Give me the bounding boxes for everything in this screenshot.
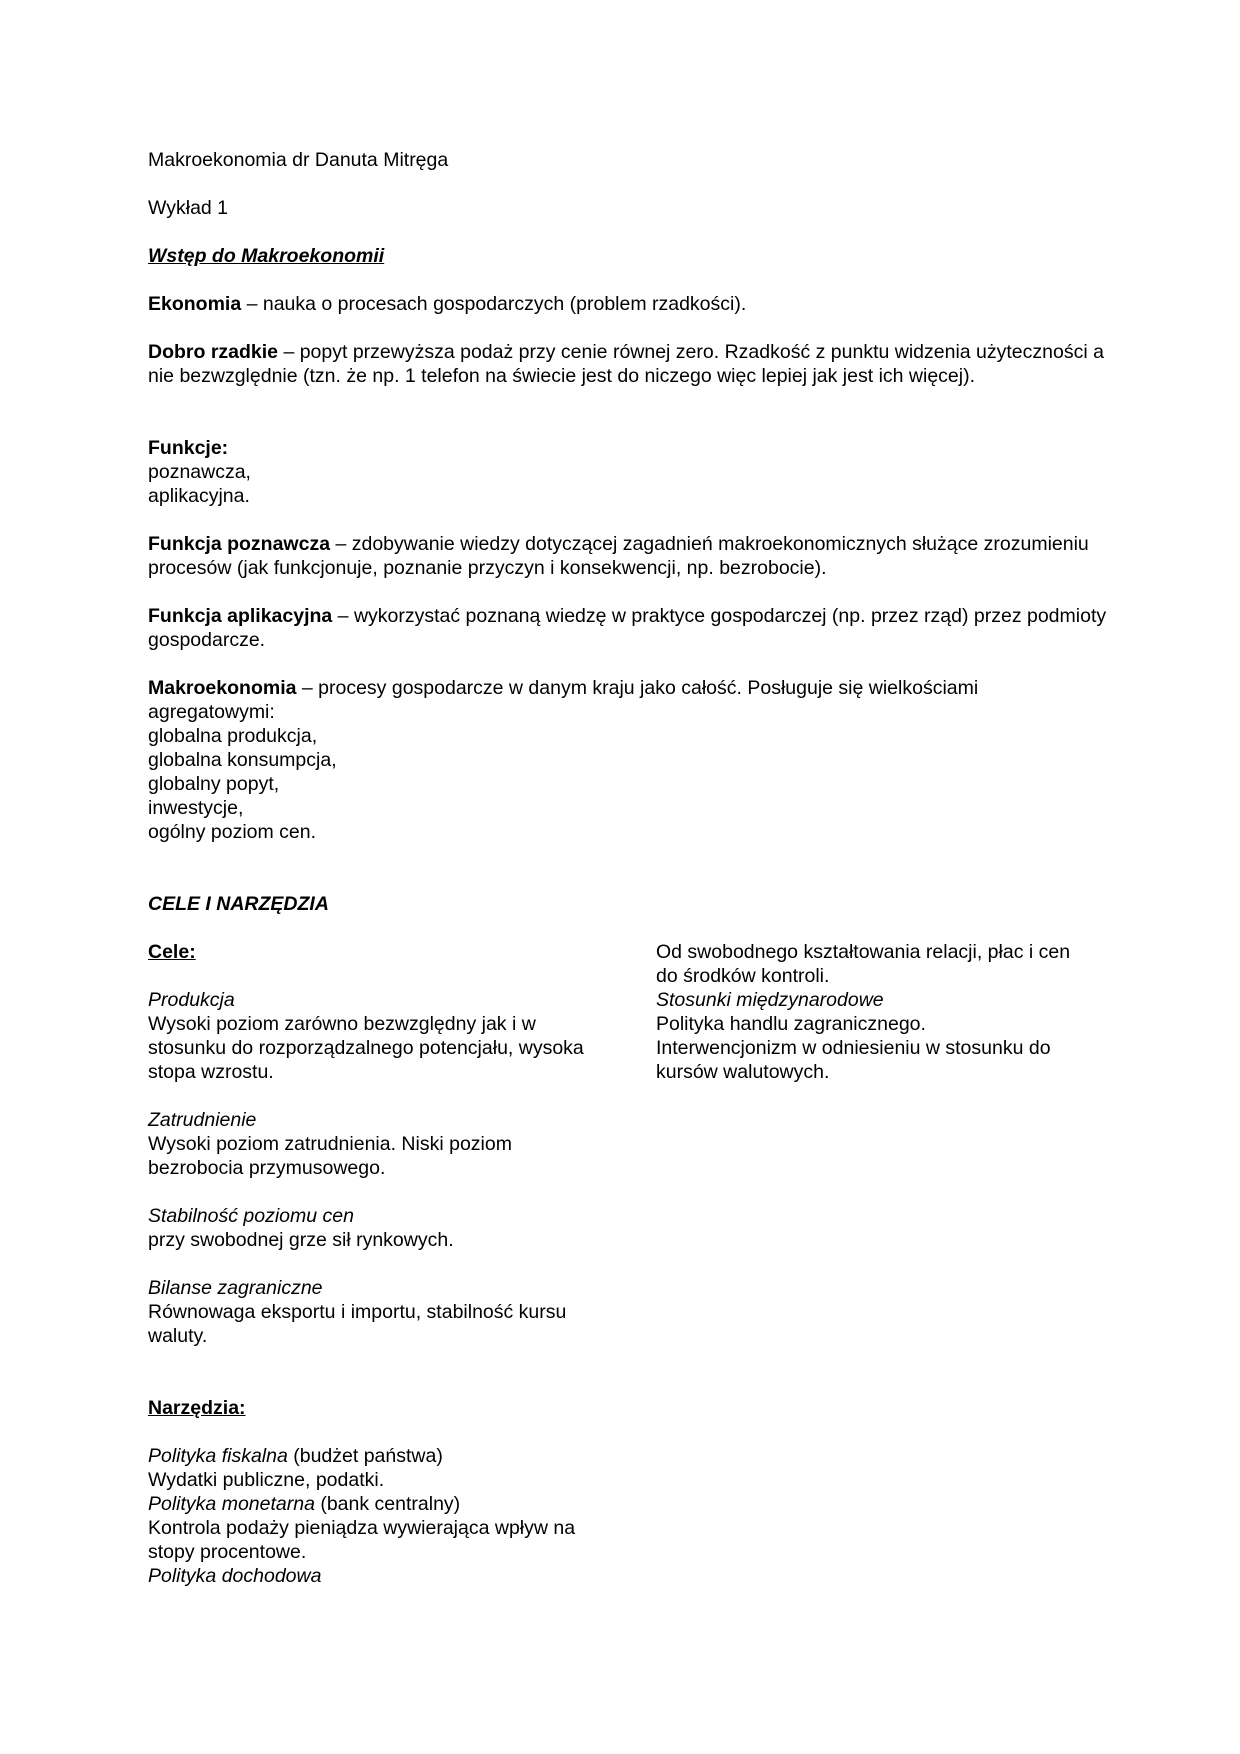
bilanse-text: Równowaga eksportu i importu, stabilność kursu waluty.	[148, 1301, 567, 1347]
definition-dobro-rzadkie	[148, 340, 1108, 388]
list-item: poznawcza,	[148, 461, 251, 483]
definition-funkcja-poznawcza	[148, 532, 1108, 580]
zatrudnienie-heading: Zatrudnienie	[148, 1109, 257, 1131]
section-title: Wstęp do Makroekonomii	[148, 245, 385, 267]
term: Dobro rzadkie	[148, 341, 279, 363]
cele-narzedzia-title: CELE I NARZĘDZIA	[148, 893, 329, 915]
list-item: inwestycje,	[148, 797, 244, 819]
right-column-text: Od swobodnego kształtowania relacji, płac i cen do środków kontroli.	[656, 941, 1071, 987]
funkcje-list	[148, 436, 1108, 508]
term: Funkcja aplikacyjna	[148, 605, 333, 627]
document-title: Makroekonomia dr Danuta Mitręga	[148, 149, 449, 171]
list-item: aplikacyjna.	[148, 485, 250, 507]
left-column	[148, 940, 588, 1348]
monetarna-text: Kontrola podaży pieniądza wywierająca wpływ na stopy procentowe.	[148, 1517, 576, 1563]
monetarna-suffix: (bank centralny)	[314, 1493, 461, 1515]
zatrudnienie-text: Wysoki poziom zatrudnienia. Niski poziom bezrobocia przymusowego.	[148, 1133, 512, 1179]
produkcja-text: Wysoki poziom zarówno bezwzględny jak i w stosunku do rozporządzalnego potencjału, wysoka stopa wzrostu.	[148, 1013, 584, 1083]
right-column	[656, 940, 1096, 1084]
list-item: ogólny poziom cen.	[148, 821, 317, 843]
definition-text: – procesy gospodarcze w danym kraju jako całość. Posługuje się wielkościami agregatowymi:	[148, 677, 979, 723]
definition-ekonomia	[148, 292, 1108, 316]
fiskalna-text: Wydatki publiczne, podatki.	[148, 1469, 385, 1491]
lecture-number: Wykład 1	[148, 197, 229, 219]
list-item: globalna konsumpcja,	[148, 749, 337, 771]
produkcja-heading: Produkcja	[148, 989, 235, 1011]
definition-funkcja-aplikacyjna	[148, 604, 1108, 652]
fiskalna-heading: Polityka fiskalna	[148, 1445, 288, 1467]
dochodowa-heading: Polityka dochodowa	[148, 1565, 322, 1587]
fiskalna-suffix: (budżet państwa)	[287, 1445, 443, 1467]
list-item: globalny popyt,	[148, 773, 280, 795]
definition-text: – zdobywanie wiedzy dotyczącej zagadnień makroekonomicznych służące zrozumieniu procesów (jak funkcjonuje, poznanie przyczyn i konsekwencji, np. bezrobocie).	[148, 533, 1089, 579]
bilanse-heading: Bilanse zagraniczne	[148, 1277, 323, 1299]
monetarna-heading: Polityka monetarna	[148, 1493, 315, 1515]
term: Funkcja poznawcza	[148, 533, 331, 555]
stosunki-line2: Interwencjonizm w odniesieniu w stosunku do kursów walutowych.	[656, 1037, 1051, 1083]
narzedzia-block	[148, 1396, 588, 1588]
narzedzia-heading: Narzędzia:	[148, 1397, 246, 1419]
funkcje-heading: Funkcje:	[148, 437, 229, 459]
definition-makroekonomia	[148, 676, 1108, 844]
definition-text: – wykorzystać poznaną wiedzę w praktyce gospodarczej (np. przez rząd) przez podmioty gospodarcze.	[148, 605, 1107, 651]
stabilnosc-text: przy swobodnej grze sił rynkowych.	[148, 1229, 454, 1251]
definition-text: – popyt przewyższa podaż przy cenie równej zero. Rzadkość z punktu widzenia użyteczności a nie bezwzględnie (tzn. że np. 1 telefon na świecie jest do niczego więc lepiej jak jest ich więcej).	[148, 341, 1104, 387]
cele-heading: Cele:	[148, 941, 196, 963]
stosunki-line1: Polityka handlu zagranicznego.	[656, 1013, 926, 1035]
definition-text: – nauka o procesach gospodarczych (problem rzadkości).	[241, 293, 747, 315]
stabilnosc-heading: Stabilność poziomu cen	[148, 1205, 354, 1227]
term: Ekonomia	[148, 293, 242, 315]
term: Makroekonomia	[148, 677, 297, 699]
list-item: globalna produkcja,	[148, 725, 318, 747]
stosunki-heading: Stosunki międzynarodowe	[656, 989, 884, 1011]
